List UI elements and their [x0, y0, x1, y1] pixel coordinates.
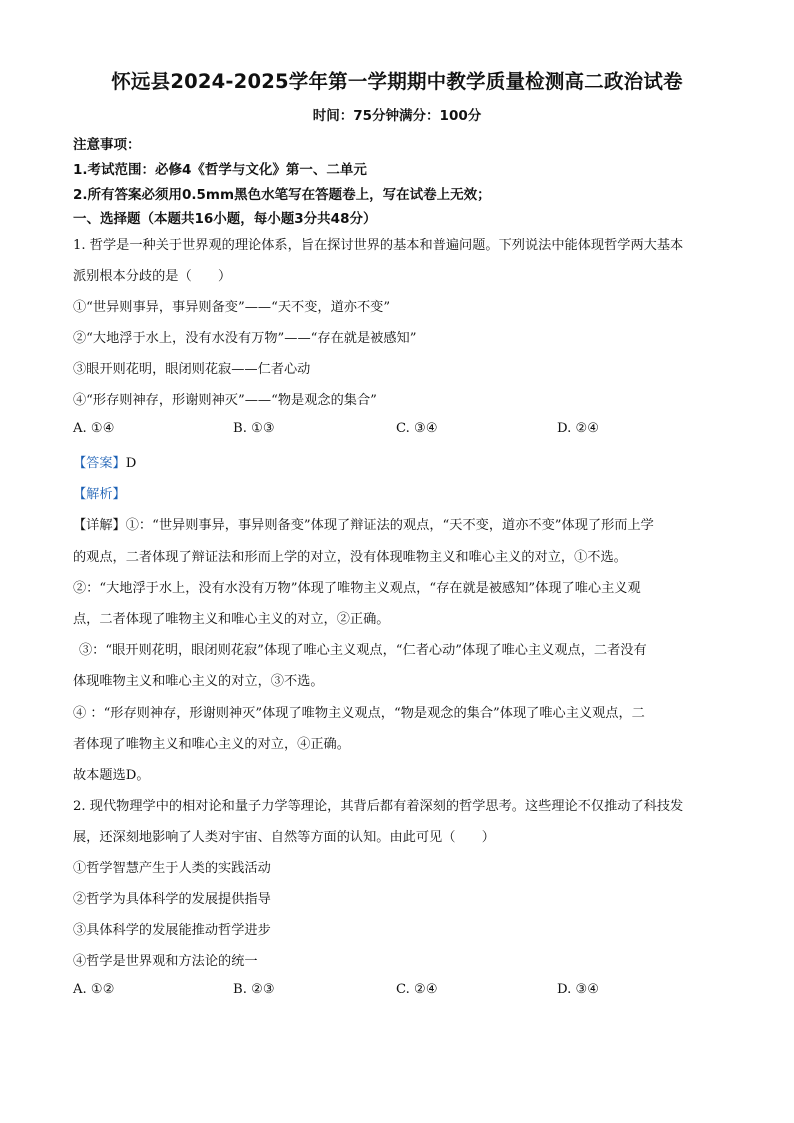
q1-conclusion: 故本题选D。: [73, 768, 150, 783]
q1-detail-line-7: ④ ：“形存则神存，形谢则神灭”体现了唯物主义观点，“物是观念的集合”体现了唯心主义观点，二: [73, 706, 645, 721]
q1-option-c: C. ③④: [396, 421, 438, 436]
q2-item-3: ③具体科学的发展能推动哲学进步: [73, 923, 271, 938]
analysis-label: 【解析】: [73, 487, 126, 502]
q1-answer: [73, 452, 136, 471]
q1-item-2: ②“大地浮于水上，没有水没有万物”——“存在就是被感知”: [73, 331, 417, 346]
q2-option-b: B. ②③: [233, 982, 275, 997]
q1-option-d: D. ②④: [557, 421, 600, 436]
notes-item-answer-rule: 2.所有答案必须用0.5mm黑色水笔写在答题卷上，写在试卷上无效；: [73, 187, 491, 203]
q1-detail-line-5: ③：“眼开则花明，眼闭则花寂”体现了唯心主义观点，“仁者心动”体现了唯心主义观点，二者没有: [79, 643, 647, 658]
q2-item-1: ①哲学智慧产生于人类的实践活动: [73, 861, 271, 876]
answer-label: 【答案】: [73, 456, 126, 471]
answer-value: D: [125, 456, 137, 471]
q1-stem-line-2: 派别根本分歧的是（ ）: [73, 269, 232, 284]
q2-stem-line-1: 2. 现代物理学中的相对论和量子力学等理论，其背后都有着深刻的哲学思考。这些理论不仅推动了科技发: [73, 799, 684, 814]
q1-item-4: ④“形存则神存，形谢则神灭”——“物是观念的集合”: [73, 393, 377, 408]
q1-item-1: ①“世异则事异，事异则备变”——“天不变，道亦不变”: [73, 300, 391, 315]
q1-stem-line-1: 1. 哲学是一种关于世界观的理论体系，旨在探讨世界的基本和普遍问题。下列说法中能体现哲学两大基本: [73, 238, 684, 253]
q2-option-c: C. ②④: [396, 982, 438, 997]
q1-detail-line-6: 体现唯物主义和唯心主义的对立，③不选。: [73, 674, 324, 689]
page-title: 怀远县2024-2025学年第一学期期中教学质量检测高二政治试卷: [111, 70, 683, 93]
q1-detail-line-2: 的观点，二者体现了辩证法和形而上学的对立，没有体现唯物主义和唯心主义的对立，①不选。: [73, 550, 627, 565]
q1-analysis: [73, 483, 126, 502]
q1-item-3: ③眼开则花明，眼闭则花寂——仁者心动: [73, 362, 311, 377]
q1-detail-line-3: ②：“大地浮于水上，没有水没有万物”体现了唯物主义观点，“存在就是被感知”体现了唯心主义观: [73, 581, 641, 596]
q1-detail-line-1: [73, 514, 654, 533]
q1-option-a: A. ①④: [73, 421, 115, 436]
section-heading-choice: 一、选择题（本题共16小题，每小题3分共48分）: [73, 211, 377, 227]
notes-item-scope: 1.考试范围：必修4《哲学与文化》第一、二单元: [73, 162, 367, 178]
detail-label: 【详解】: [73, 518, 126, 533]
notes-heading: 注意事项：: [73, 137, 141, 153]
q1-option-b: B. ①③: [233, 421, 275, 436]
exam-time-info: 时间：75分钟满分：100分: [312, 108, 482, 124]
q1-detail-line-4: 点，二者体现了唯物主义和唯心主义的对立，②正确。: [73, 612, 390, 627]
q2-option-a: A. ①②: [73, 982, 115, 997]
q2-item-2: ②哲学为具体科学的发展提供指导: [73, 892, 271, 907]
detail-text: ①：“世异则事异，事异则备变”体现了辩证法的观点，“天不变，道亦不变”体现了形而上学: [125, 518, 654, 533]
q2-item-4: ④哲学是世界观和方法论的统一: [73, 954, 258, 969]
q1-detail-line-8: 者体现了唯物主义和唯心主义的对立，④正确。: [73, 737, 350, 752]
q2-option-d: D. ③④: [557, 982, 600, 997]
q2-stem-line-2: 展，还深刻地影响了人类对宇宙、自然等方面的认知。由此可见（ ）: [73, 830, 495, 845]
